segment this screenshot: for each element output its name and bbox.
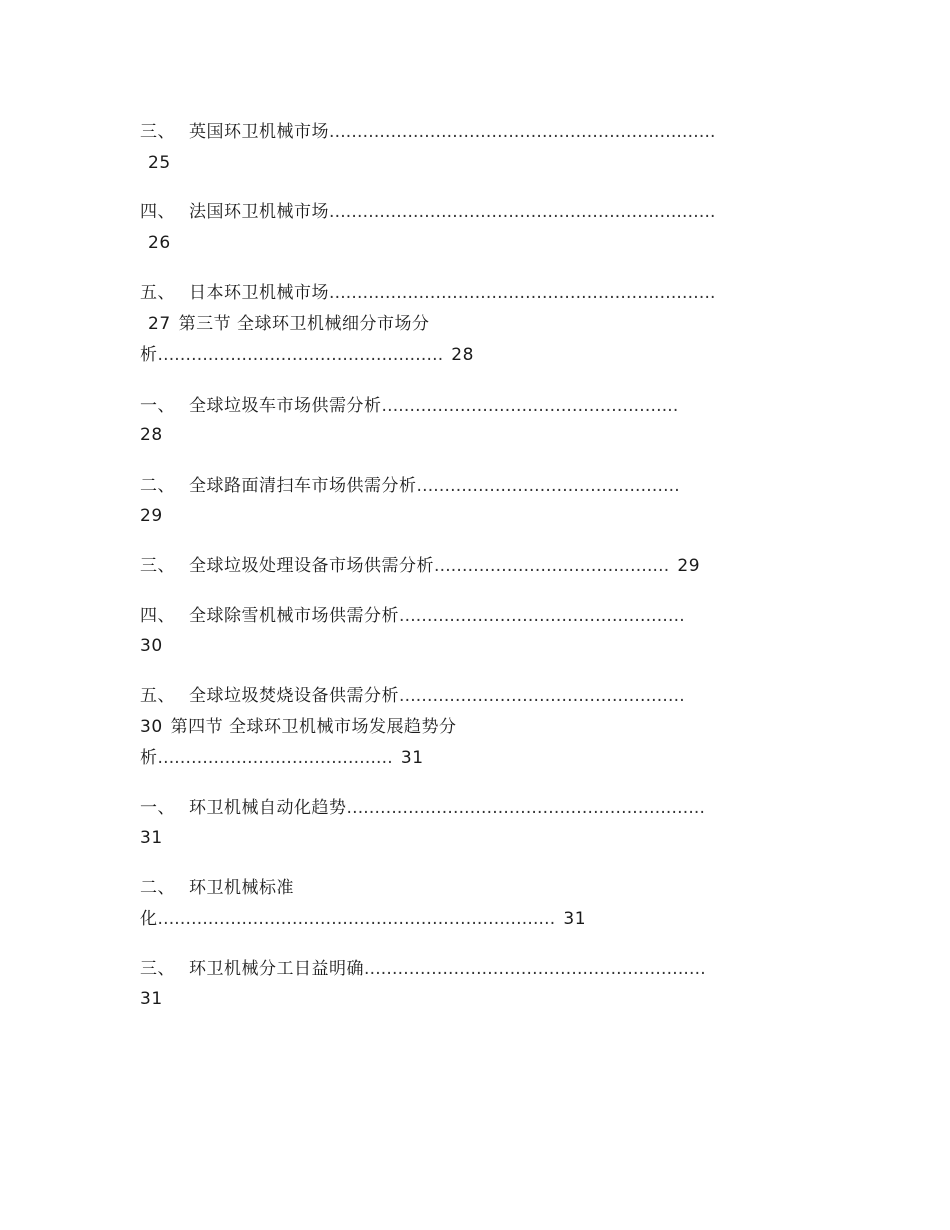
toc-entry[interactable]: [140, 686, 685, 706]
toc-leader-dots: .....................................................................: [329, 283, 716, 303]
toc-leader-dots: ..........................................: [157, 748, 393, 768]
toc-entry[interactable]: [140, 345, 474, 365]
toc-entry-page-line[interactable]: [148, 233, 171, 253]
toc-entry-number: 四、: [140, 606, 175, 626]
toc-leader-dots: .....................................................: [381, 396, 679, 416]
toc-entry[interactable]: [140, 476, 680, 496]
toc-page-number: 31: [563, 909, 587, 929]
toc-entry-title: 英国环卫机械市场: [189, 122, 329, 142]
toc-entry-number: 二、: [140, 476, 175, 496]
toc-page-number: 30: [140, 636, 163, 656]
toc-entry-title: 全球垃圾车市场供需分析: [189, 396, 382, 416]
toc-entry[interactable]: [140, 122, 716, 142]
toc-page-number: 31: [140, 989, 163, 1009]
toc-entry-title: 环卫机械标准: [189, 878, 294, 898]
toc-entry[interactable]: [140, 396, 679, 416]
toc-entry[interactable]: [140, 283, 716, 303]
toc-entry-page-line[interactable]: [140, 636, 163, 656]
toc-page-number: 27: [148, 314, 171, 334]
toc-leader-dots: ...................................................: [399, 606, 685, 626]
toc-leader-dots: .......................................................................: [157, 909, 556, 929]
toc-entry-page-line[interactable]: [148, 153, 171, 173]
toc-entry[interactable]: [140, 959, 706, 979]
toc-leader-dots: .............................................................: [364, 959, 706, 979]
toc-page-number: 31: [140, 828, 163, 848]
toc-entry-number: 三、: [140, 959, 175, 979]
toc-page-number: 28: [140, 425, 163, 445]
toc-entry-number: 五、: [140, 283, 175, 303]
toc-page-number: 26: [148, 233, 171, 253]
toc-entry-title: 析: [140, 748, 158, 768]
toc-entry-title: 环卫机械分工日益明确: [189, 959, 364, 979]
toc-entry-title: 全球垃圾处理设备市场供需分析: [189, 556, 434, 576]
toc-entry[interactable]: [140, 909, 586, 929]
toc-leader-dots: ...................................................: [399, 686, 685, 706]
toc-entry[interactable]: [140, 748, 424, 768]
toc-entry-title: 全球除雪机械市场供需分析: [189, 606, 399, 626]
toc-entry-page-line[interactable]: [140, 425, 163, 445]
toc-entry[interactable]: [140, 878, 294, 898]
toc-entry-page-line[interactable]: [148, 314, 430, 334]
toc-entry-page-line[interactable]: [140, 506, 163, 526]
toc-entry-number: 一、: [140, 396, 175, 416]
toc-page-number: 29: [677, 556, 701, 576]
toc-page-number: 25: [148, 153, 171, 173]
toc-entry[interactable]: [140, 798, 705, 818]
toc-entry-title: 法国环卫机械市场: [189, 202, 329, 222]
toc-entry-number: 四、: [140, 202, 175, 222]
toc-leader-dots: ...............................................: [416, 476, 680, 496]
toc-page-number: 29: [140, 506, 163, 526]
toc-section-heading: 第三节 全球环卫机械细分市场分: [178, 314, 430, 334]
toc-entry[interactable]: [140, 606, 685, 626]
toc-section-heading: 第四节 全球环卫机械市场发展趋势分: [170, 717, 457, 737]
toc-entry-title: 化: [140, 909, 158, 929]
toc-leader-dots: ...................................................: [157, 345, 444, 365]
toc-entry-number: 二、: [140, 878, 175, 898]
toc-leader-dots: ................................................................: [346, 798, 706, 818]
toc-entry-title: 全球垃圾焚烧设备供需分析: [189, 686, 399, 706]
toc-leader-dots: .....................................................................: [329, 202, 716, 222]
toc-page-number: 30: [140, 717, 163, 737]
toc-entry-number: 三、: [140, 556, 175, 576]
toc-entry-title: 日本环卫机械市场: [189, 283, 329, 303]
toc-entry-title: 环卫机械自动化趋势: [189, 798, 347, 818]
toc-entry-page-line[interactable]: [140, 828, 163, 848]
toc-entry[interactable]: [140, 556, 700, 576]
toc-entry-number: 一、: [140, 798, 175, 818]
toc-entry-page-line[interactable]: [140, 717, 457, 737]
toc-entry-title: 全球路面清扫车市场供需分析: [189, 476, 417, 496]
toc-page-number: 31: [400, 748, 424, 768]
toc-page-number: 28: [451, 345, 474, 365]
toc-entry[interactable]: [140, 202, 716, 222]
toc-entry-page-line[interactable]: [140, 989, 163, 1009]
toc-entry-number: 三、: [140, 122, 175, 142]
toc-leader-dots: ..........................................: [434, 556, 670, 576]
toc-entry-number: 五、: [140, 686, 175, 706]
toc-entry-title: 析: [140, 345, 158, 365]
toc-leader-dots: .....................................................................: [329, 122, 716, 142]
